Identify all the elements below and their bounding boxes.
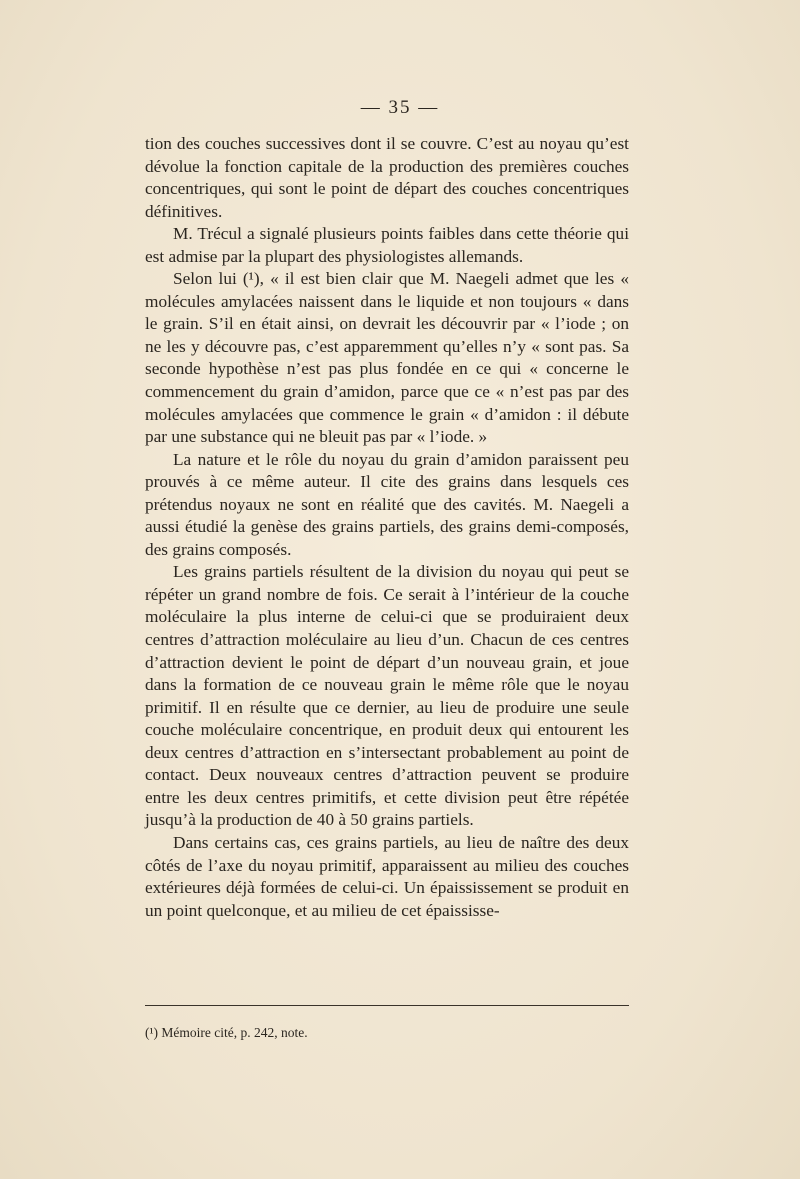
paragraph: Dans certains cas, ces grains partiels, au lieu de naître des deux côtés de l’axe du noyau primitif, apparaissent au milieu des couches extérieures déjà formées de celui-ci. Un épaississement se produit en un point quelconque, et au milieu de cet épaississe- — [145, 832, 629, 920]
paragraph: Les grains partiels résultent de la division du noyau qui peut se répéter un grand nombre de fois. Ce serait à l’intérieur de la couche moléculaire la plus interne de celui-ci que se produiraient deux centres d’attraction moléculaire au lieu d’un. Chacun de ces centres d’attraction devient le point de départ d’un nouveau grain, et joue dans la formation de ce nouveau grain le même rôle que le noyau primitif. Il en résulte que ce dernier, au lieu de produire une seule couche moléculaire concentrique, en produit deux qui entourent les deux centres d’attraction en s’intersectant probablement au point de contact. Deux nouveaux centres d’attraction peuvent se produire entre les deux centres primitifs, et cette division peut être répétée jusqu’à la production de 40 à 50 grains partiels. — [145, 562, 629, 830]
page-number: — 35 — — [360, 97, 440, 118]
paragraph: tion des couches successives dont il se couvre. C’est au noyau qu’est dévolue la fonction capitale de la production des premières couches concentriques, qui sont le point de départ des couches concentriques définitives. — [145, 134, 629, 221]
footnote-divider — [145, 1005, 629, 1006]
footnote: (¹) Mémoire cité, p. 242, note. — [145, 1025, 308, 1040]
paragraph: Selon lui (¹), « il est bien clair que M. Naegeli admet que les « molécules amylacées naissent dans le liquide et non toujours « dans le grain. S’il en était ainsi, on devrait les découvrir par « l’iode ; on ne les y découvre pas, c’est apparemment qu’elles n’y « sont pas. Sa seconde hypothèse n’est pas plus fondée en ce qui « concerne le commencement du grain d’amidon, parce que ce « n’est pas par des molécules amylacées que commence le grain « d’amidon : il débute par une substance qui ne bleuit pas par « l’iode. » — [145, 269, 629, 447]
paragraph: La nature et le rôle du noyau du grain d’amidon paraissent peu prouvés à ce même auteur. Il cite des grains dans lesquels ces prétendus noyaux ne sont en réalité que des cavités. M. Naegeli a aussi étudié la genèse des grains partiels, des grains demi-composés, des grains composés. — [145, 449, 629, 559]
body-text — [145, 133, 629, 922]
paragraph: M. Trécul a signalé plusieurs points faibles dans cette théorie qui est admise par la plupart des physiologistes allemands. — [145, 224, 629, 266]
